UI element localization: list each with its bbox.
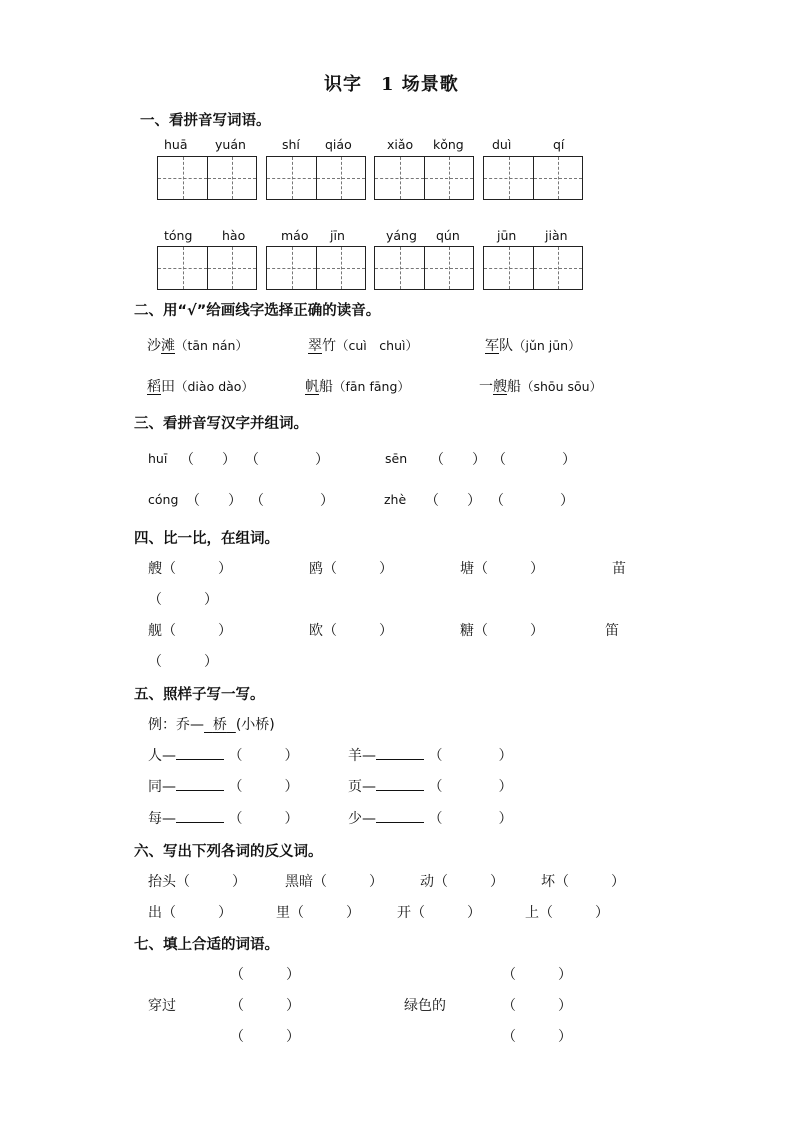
fill-blank[interactable]: （ ） [230, 998, 300, 1014]
write-item[interactable]: 同— （ ） [148, 776, 298, 796]
pinyin-label: qún [436, 228, 460, 243]
section-1-heading: 一、看拼音写词语。 [140, 113, 271, 129]
pinyin-label: qí [553, 137, 565, 152]
section-5-heading: 五、照样子写一写。 [134, 687, 265, 703]
antonym-item[interactable]: 抬头（ ） [148, 874, 246, 890]
fill-blank[interactable]: （ ） [230, 1029, 300, 1045]
compare-word[interactable]: 艘（ ） [148, 561, 232, 577]
section-2-heading: 二、用“√”给画线字选择正确的读音。 [134, 303, 381, 319]
antonym-item[interactable]: 坏（ ） [541, 874, 625, 890]
compare-word[interactable]: 塘（ ） [460, 561, 544, 577]
pronunciation-choice[interactable]: 沙滩（tān nán） [147, 338, 248, 354]
writing-grid[interactable] [483, 156, 583, 200]
compare-word-continued[interactable]: （ ） [148, 654, 218, 670]
pinyin-prompt: zhè [384, 492, 407, 507]
pinyin-label: hào [222, 228, 246, 243]
answer-blank[interactable]: （ ） [490, 493, 574, 509]
section-3-heading: 三、看拼音写汉字并组词。 [134, 416, 308, 432]
fill-label-through: 穿过 [148, 998, 176, 1014]
fill-blank[interactable]: （ ） [502, 998, 572, 1014]
compare-word[interactable]: 鸥（ ） [309, 561, 393, 577]
answer-blank[interactable]: （ ） [425, 493, 481, 509]
answer-blank[interactable]: （ ） [430, 452, 486, 468]
pinyin-label: huā [164, 137, 188, 152]
writing-grid[interactable] [374, 246, 474, 290]
pronunciation-choice[interactable]: 翠竹（cuì chuì） [308, 338, 418, 354]
pinyin-label: jūn [497, 228, 517, 243]
pinyin-label: yáng [386, 228, 417, 243]
pinyin-prompt: sēn [385, 451, 408, 466]
antonym-item[interactable]: 黑暗（ ） [285, 874, 383, 890]
writing-grid[interactable] [157, 246, 257, 290]
pinyin-label: qiáo [325, 137, 352, 152]
section-6-heading: 六、写出下列各词的反义词。 [134, 844, 323, 860]
fill-label-green: 绿色的 [404, 998, 446, 1014]
writing-grid[interactable] [157, 156, 257, 200]
writing-grid[interactable] [266, 246, 366, 290]
compare-word[interactable]: 笛 [605, 623, 619, 639]
pronunciation-choice[interactable]: 帆船（fān fāng） [305, 379, 410, 395]
pinyin-label: shí [282, 137, 300, 152]
section-7-heading: 七、填上合适的词语。 [134, 937, 279, 953]
compare-word-continued[interactable]: （ ） [148, 592, 218, 608]
pronunciation-choice[interactable]: 一艘船（shōu sōu） [479, 379, 603, 395]
writing-grid[interactable] [374, 156, 474, 200]
compare-word[interactable]: 舰（ ） [148, 623, 232, 639]
antonym-item[interactable]: 出（ ） [148, 905, 232, 921]
example-line: 例：乔— 桥 (小桥) [148, 717, 275, 733]
answer-blank[interactable]: （ ） [245, 452, 329, 468]
fill-blank[interactable]: （ ） [502, 1029, 572, 1045]
write-item[interactable]: 羊— （ ） [348, 745, 512, 765]
write-item[interactable]: 每— （ ） [148, 808, 298, 828]
writing-grid[interactable] [483, 246, 583, 290]
fill-blank[interactable]: （ ） [230, 967, 300, 983]
pinyin-label: duì [492, 137, 512, 152]
antonym-item[interactable]: 里（ ） [276, 905, 360, 921]
pinyin-prompt: huī [148, 451, 168, 466]
antonym-item[interactable]: 开（ ） [397, 905, 481, 921]
answer-blank[interactable]: （ ） [186, 493, 242, 509]
pronunciation-choice[interactable]: 军队（jǔn jūn） [485, 338, 581, 354]
write-item[interactable]: 人— （ ） [148, 745, 298, 765]
pinyin-label: xiǎo [387, 137, 414, 152]
pinyin-label: jiàn [545, 228, 568, 243]
answer-blank[interactable]: （ ） [492, 452, 576, 468]
pinyin-prompt: cóng [148, 492, 179, 507]
writing-grid[interactable] [266, 156, 366, 200]
pinyin-label: kǒng [433, 137, 464, 152]
section-4-heading: 四、比一比，在组词。 [134, 531, 279, 547]
fill-blank[interactable]: （ ） [502, 967, 572, 983]
compare-word[interactable]: 苗 [612, 561, 626, 577]
pinyin-label: máo [281, 228, 309, 243]
pinyin-label: jīn [330, 228, 345, 243]
answer-blank[interactable]: （ ） [250, 493, 334, 509]
page-title: 识字 1 场景歌 [324, 74, 459, 95]
antonym-item[interactable]: 上（ ） [525, 905, 609, 921]
write-item[interactable]: 页— （ ） [348, 776, 512, 796]
compare-word[interactable]: 欧（ ） [309, 623, 393, 639]
answer-blank[interactable]: （ ） [180, 452, 236, 468]
pinyin-label: tóng [164, 228, 193, 243]
pronunciation-choice[interactable]: 稻田（diào dào） [147, 379, 254, 395]
pinyin-label: yuán [215, 137, 246, 152]
write-item[interactable]: 少— （ ） [348, 808, 512, 828]
antonym-item[interactable]: 动（ ） [420, 874, 504, 890]
compare-word[interactable]: 糖（ ） [460, 623, 544, 639]
